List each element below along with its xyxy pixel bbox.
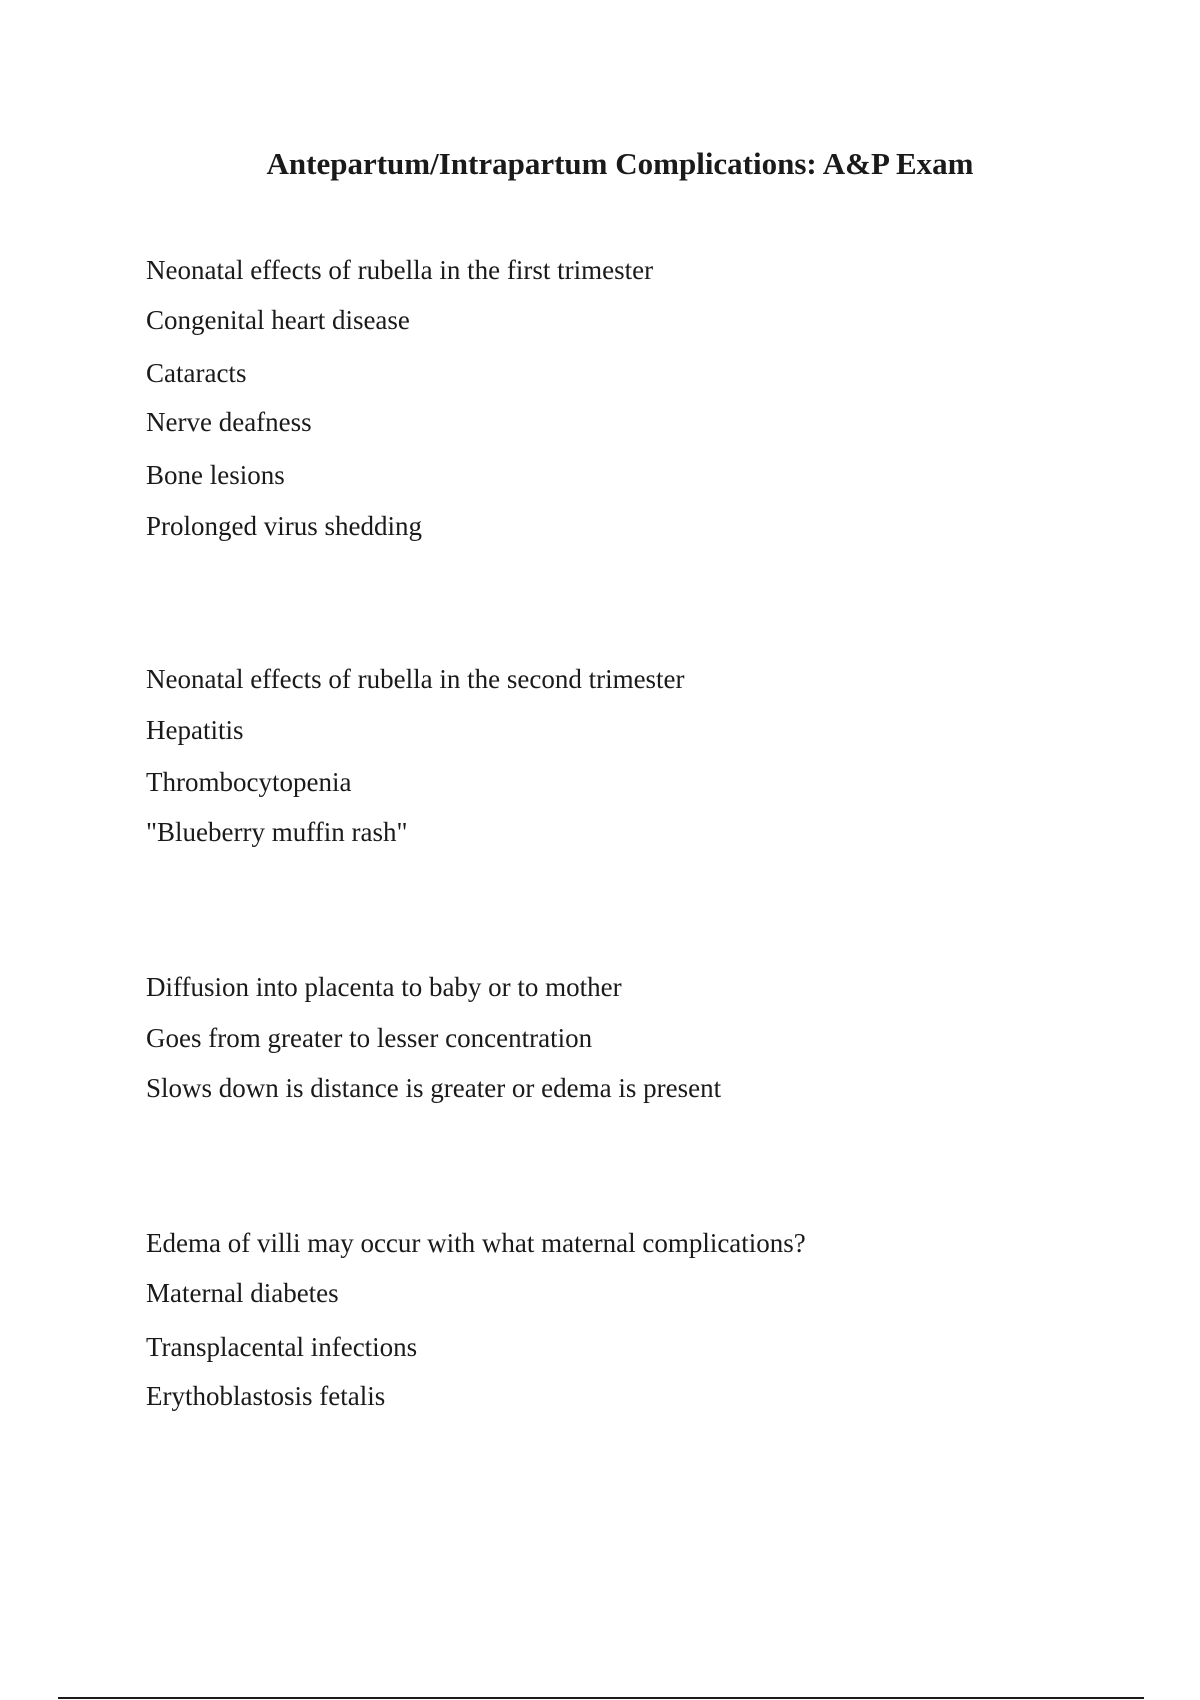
list-item: Bone lesions	[146, 460, 285, 490]
list-item: Maternal diabetes	[146, 1278, 339, 1308]
list-item: Slows down is distance is greater or edema is present	[146, 1073, 722, 1103]
list-item: Erythoblastosis fetalis	[146, 1381, 386, 1411]
list-item: Transplacental infections	[146, 1332, 418, 1362]
list-item: Goes from greater to lesser concentration	[146, 1023, 593, 1053]
section-heading: Neonatal effects of rubella in the second trimester	[146, 664, 685, 694]
list-item: "Blueberry muffin rash"	[146, 817, 408, 847]
section-heading: Edema of villi may occur with what maternal complications?	[146, 1228, 806, 1258]
list-item: Prolonged virus shedding	[146, 511, 422, 541]
list-item: Hepatitis	[146, 715, 244, 745]
footer-divider	[58, 1697, 1144, 1699]
list-item: Congenital heart disease	[146, 305, 410, 335]
list-item: Thrombocytopenia	[146, 767, 352, 797]
list-item: Cataracts	[146, 358, 247, 388]
list-item: Nerve deafness	[146, 407, 312, 437]
section-heading: Neonatal effects of rubella in the first trimester	[146, 255, 654, 285]
section-heading: Diffusion into placenta to baby or to mother	[146, 972, 622, 1002]
page-title: Antepartum/Intrapartum Complications: A&P Exam	[266, 146, 974, 181]
